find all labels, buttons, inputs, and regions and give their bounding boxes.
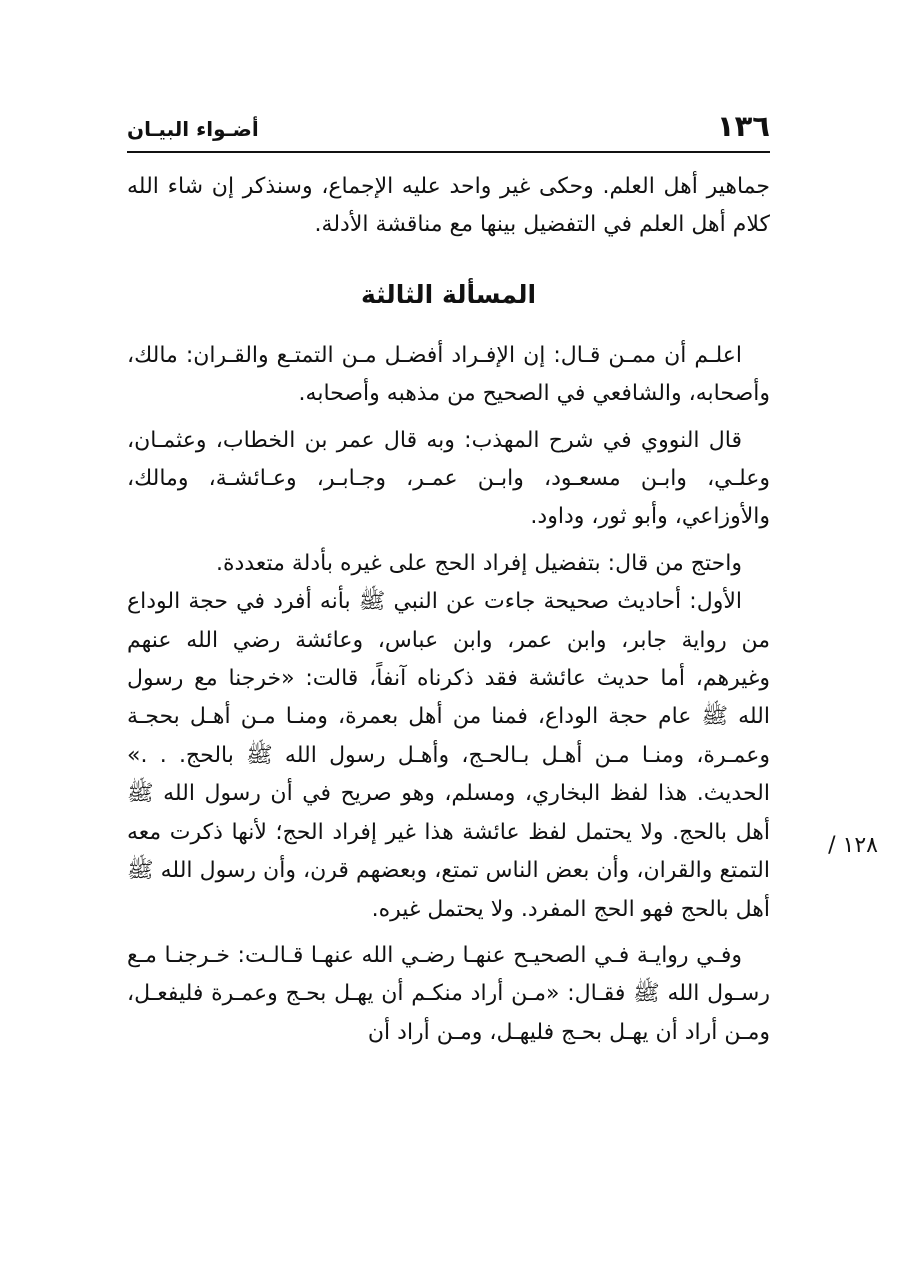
- page-body: [127, 168, 770, 1052]
- paragraph-2: قال النووي في شرح المهذب: وبه قال عمر بن الخطاب، وعثمـان، وعلـي، وابـن مسعـود، وابـن عمـر، وجـابـر، وعـائشـة، ومالك، والأوزاعي، وأبو ثور، وداود.: [127, 427, 770, 530]
- section-heading: المسألة الثالثة: [360, 279, 537, 309]
- margin-page-marker: ١٢٨ /: [828, 833, 878, 858]
- header-divider: [127, 151, 770, 153]
- intro-paragraph: جماهير أهل العلم. وحكى غير واحد عليه الإجماع، وسنذكر إن شاء الله كلام أهل العلم في التفضيل بينها مع مناقشة الأدلة.: [127, 174, 770, 238]
- page-number: ١٣٦: [716, 109, 770, 143]
- running-header: [127, 108, 770, 148]
- paragraph-4: الأول: أحاديث صحيحة جاءت عن النبي ﷺ بأنه أفرد في حجة الوداع من رواية جابر، وابن عمر، وابن عباس، وعائشة رضي الله عنهم وغيرهم، أما حديث عائشة فقد ذكرناه آنفاً، قالت: «خرجنا مع رسول الله ﷺ عام حجة الوداع، فمنا من أهل بعمرة، ومنـا مـن أهـل بحجـة وعمـرة، ومنـا مـن أهـل بـالحـج، وأهـل رسول الله ﷺ بالحج. . .» الحديث. هذا لفظ البخاري، ومسلم، وهو صريح في أن رسول الله ﷺ أهل بالحج. ولا يحتمل لفظ عائشة هذا غير إفراد الحج؛ لأنها ذكرت معه التمتع والقران، وأن بعض الناس تمتع، وبعضهم قرن، وأن رسول الله ﷺ أهل بالحج فهو الحج المفرد. ولا يحتمل غيره.: [127, 589, 770, 922]
- paragraph-5: وفـي روايـة فـي الصحيـح عنهـا رضـي الله عنهـا قـالـت: خـرجنـا مـع رسـول الله ﷺ فقـال: «مـن أراد منكـم أن يهـل بحـج وعمـرة فليفعـل، ومـن أراد أن يهـل بحـج فليهـل، ومـن أراد أن: [127, 942, 770, 1045]
- book-title: أضـواء البيـان: [127, 117, 259, 141]
- paragraph-1: اعلـم أن ممـن قـال: إن الإفـراد أفضـل مـن التمتـع والقـران: مالك، وأصحابه، والشافعي في الصحيح من مذهبه وأصحابه.: [127, 342, 770, 407]
- paragraph-3: واحتج من قال: بتفضيل إفراد الحج على غيره بأدلة متعددة.: [215, 550, 742, 576]
